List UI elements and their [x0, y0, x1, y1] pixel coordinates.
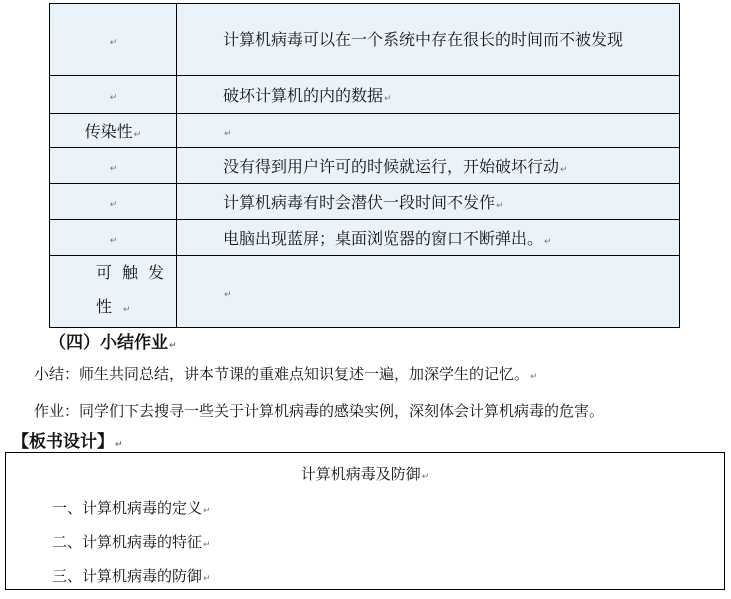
board-title	[6, 463, 724, 484]
table-cell-content	[177, 4, 680, 76]
paragraph-mark: ↵	[123, 305, 141, 315]
board-item-text: 三、计算机病毒的防御	[52, 567, 203, 585]
summary-paragraph	[34, 363, 538, 384]
paragraph-mark: ↵	[109, 38, 118, 48]
table-cell-label	[50, 76, 177, 114]
table-cell-label	[50, 148, 177, 184]
table-row	[50, 148, 680, 184]
table-row	[50, 220, 680, 256]
section-heading-text: （四）小结作业	[49, 333, 168, 353]
paragraph-mark: ↵	[109, 93, 118, 103]
table-cell-content	[177, 114, 680, 148]
cell-text: 计算机病毒有时会潜伏一段时间不发作	[223, 193, 496, 212]
homework-text: 作业：同学们下去搜寻一些关于计算机病毒的感染实例，深刻体会计算机病毒的危害。	[34, 402, 605, 420]
summary-text: 小结：师生共同总结，讲本节课的重难点知识复述一遍，加深学生的记忆。	[34, 365, 530, 383]
table-cell-content	[177, 256, 680, 328]
board-heading-text: 【板书设计】	[12, 432, 114, 452]
paragraph-mark: ↵	[384, 94, 392, 104]
paragraph-mark: ↵	[544, 237, 552, 247]
paragraph-mark: ↵	[169, 341, 177, 351]
table-row	[50, 184, 680, 220]
table-cell-label	[50, 256, 177, 328]
board-item	[52, 497, 211, 518]
table-row	[50, 76, 680, 114]
table-cell-content	[177, 220, 680, 256]
board-title-text: 计算机病毒及防御	[300, 465, 421, 483]
homework-paragraph	[34, 400, 604, 421]
cell-text: 电脑出现蓝屏；桌面浏览器的窗口不断弹出。	[223, 229, 544, 248]
paragraph-mark: ↵	[133, 130, 142, 140]
table-cell-label	[50, 4, 177, 76]
table-cell-label	[50, 114, 177, 148]
cell-text: 计算机病毒可以在一个系统中存在很长的时间而不被发现	[223, 29, 624, 49]
paragraph-mark: ↵	[203, 574, 211, 584]
table-cell-content	[177, 148, 680, 184]
table-cell-content	[177, 184, 680, 220]
board-heading	[12, 427, 123, 452]
paragraph-mark: ↵	[109, 164, 118, 174]
table-row	[50, 4, 680, 76]
table-cell-label	[50, 220, 177, 256]
cell-label-text: 可触发性	[96, 263, 175, 316]
paragraph-mark: ↵	[421, 472, 430, 482]
table-row	[50, 256, 680, 328]
table-row	[50, 114, 680, 148]
paragraph-mark: ↵	[109, 200, 118, 210]
paragraph-mark: ↵	[203, 540, 211, 550]
cell-text: 破坏计算机的内的数据	[223, 86, 384, 105]
board-item	[52, 565, 211, 586]
cell-label-text: 传染性	[84, 122, 133, 141]
characteristics-table	[49, 3, 680, 328]
paragraph-mark: ↵	[496, 201, 504, 211]
paragraph-mark: ↵	[224, 129, 232, 139]
board-item-text: 二、计算机病毒的特征	[52, 533, 203, 551]
section-heading	[49, 328, 177, 353]
cell-text: 没有得到用户许可的时候就运行，开始破坏行动	[223, 157, 560, 176]
board-item	[52, 531, 211, 552]
paragraph-mark: ↵	[560, 165, 568, 175]
board-design-box	[5, 452, 725, 590]
paragraph-mark: ↵	[115, 440, 123, 450]
paragraph-mark: ↵	[224, 290, 232, 300]
board-item-text: 一、计算机病毒的定义	[52, 499, 203, 517]
paragraph-mark: ↵	[530, 372, 538, 382]
table-cell-label	[50, 184, 177, 220]
paragraph-mark: ↵	[203, 506, 211, 516]
table-cell-content	[177, 76, 680, 114]
paragraph-mark: ↵	[109, 236, 118, 246]
